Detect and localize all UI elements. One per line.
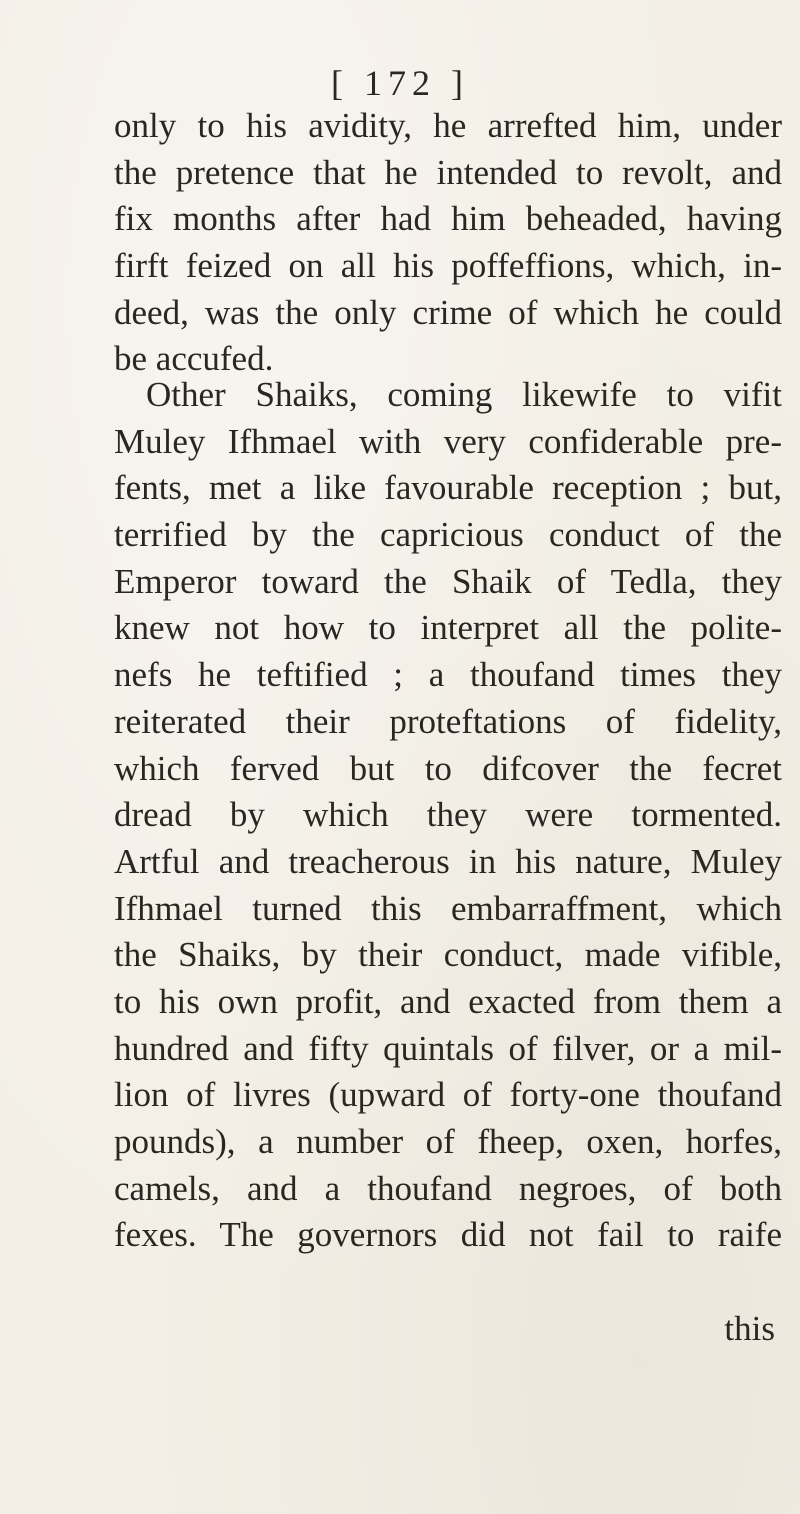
text-line: reiterated their proteftations of fidelity, [114, 701, 782, 741]
text-line: hundred and fifty quintals of filver, or a mil- [114, 1028, 782, 1068]
text-line: firft feized on all his poffeffions, which, in- [114, 246, 782, 286]
text-line: Emperor toward the Shaik of Tedla, they [114, 561, 782, 601]
text-line: camels, and a thoufand negroes, of both [114, 1168, 782, 1208]
text-line: be accufed. [114, 339, 274, 379]
text-line: Ifhmael turned this embarraffment, which [114, 888, 782, 928]
text-line: nefs he teftified ; a thoufand times they [114, 655, 782, 695]
text-line: knew not how to interpret all the polite- [114, 608, 782, 648]
paragraph-2 [114, 372, 782, 1259]
text-line: to his own profit, and exacted from them a [114, 981, 782, 1021]
text-line: the pretence that he intended to revolt, and [114, 152, 782, 192]
paragraph-1 [114, 103, 782, 383]
text-line: Artful and treacherous in his nature, Muley [114, 841, 782, 881]
text-line: lion of livres (upward of forty-one thoufand [114, 1075, 782, 1115]
text-line: which ferved but to difcover the fecret [114, 748, 782, 788]
text-line: fents, met a like favourable reception ; but, [114, 468, 782, 508]
text-line: fexes. The governors did not fail to raife [114, 1215, 782, 1255]
text-line: the Shaiks, by their conduct, made vifible, [114, 935, 782, 975]
text-line: only to his avidity, he arrefted him, under [114, 106, 782, 145]
text-line: fix months after had him beheaded, having [114, 199, 782, 239]
text-line: Other Shaiks, coming likewife to vifit [146, 375, 782, 414]
text-line: dread by which they were tormented. [114, 795, 782, 835]
text-line: terrified by the capricious conduct of the [114, 515, 782, 555]
catchword: this [724, 1309, 775, 1348]
page-number: [ 172 ] [331, 63, 469, 103]
text-line: pounds), a number of fheep, oxen, horfes, [114, 1122, 782, 1161]
text-line: deed, was the only crime of which he could [114, 292, 782, 332]
text-line: Muley Ifhmael with very confiderable pre- [114, 421, 782, 461]
